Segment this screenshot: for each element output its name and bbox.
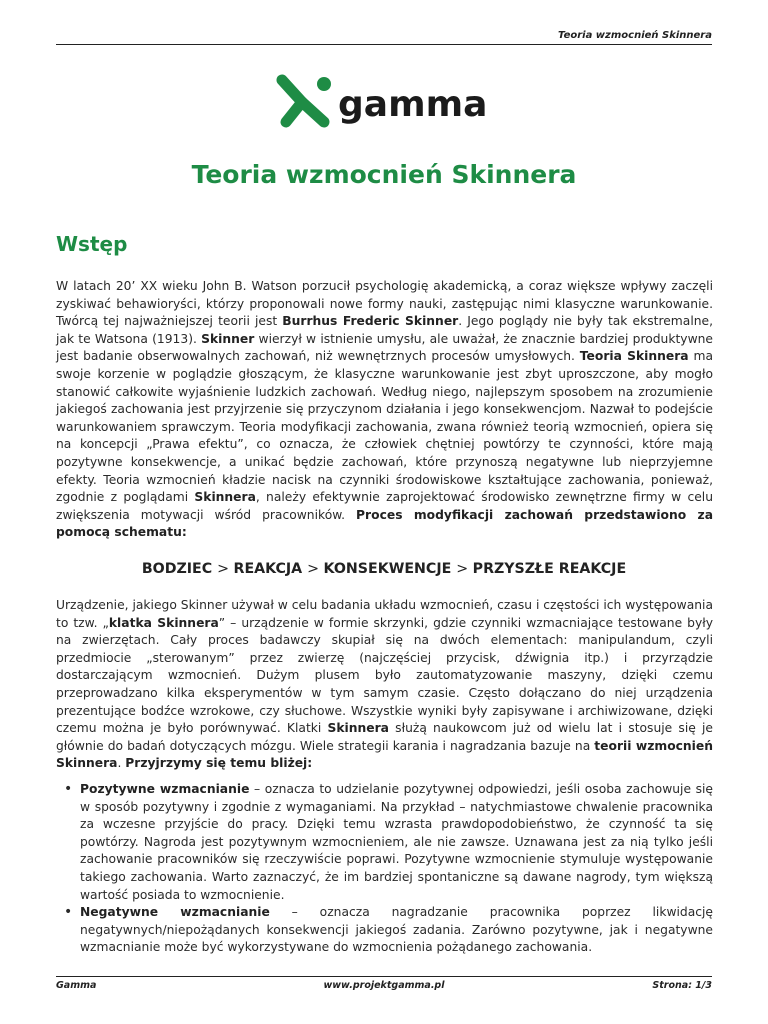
bold-text: teorii wzmocnień Skinnera [56,738,713,771]
skinner-box-paragraph: Urządzenie, jakiego Skinner używał w celu badania układu wzmocnień, czasu i częstości ich występowania to tzw. „klatka Skinnera” – urządzenie w formie skrzynki, gdzie czynniki wzmacniające testowane były na zwierzętach. Cały proces badawczy skupiał się na dwóch elementach: manipulandum, czyli przedmiocie „sterowanym” przez zwierzę (najczęściej przycisk, dźwignia itp.) i przyrządzie dostarczającym wzmocnień. Dużym plusem było zautomatyzowanie maszyny, dzięki czemu przeprowadzano kilka eksperymentów w tym samym czasie. Często dołączano do niej urządzenia prezentujące bodźce wzrokowe, czy słuchowe. Wszystkie wyniki były zapisywane i archiwizowane, dzięki czemu można je było porównywać. Klatki Skinnera służą naukowcom już od wielu lat i stosuje się je głównie do badań dotyczących mózgu. Wiele strategii karania i nagradzania bazuje na teorii wzmocnień Skinnera. Przyjrzymy się temu bliżej: [56,598,714,771]
bold-text: Burrhus Frederic Skinner [282,314,459,329]
bold-text: Skinner [201,331,255,346]
bold-text: Proces modyfikacji zachowań przedstawiono za pomocą schematu: [56,507,713,540]
footer-company: Gamma [56,980,97,991]
schema-step: REAKCJA [233,561,303,577]
reinforcement-list [56,781,713,957]
bold-text: Teoria Skinnera [579,349,689,364]
logo-wordmark: gamma [338,83,488,125]
header-rule [56,44,712,45]
bold-text: klatka Skinnera [108,615,219,630]
bold-text: Skinnera [327,721,389,736]
bold-text: Skinnera [194,490,256,505]
process-schema [0,561,768,577]
section-heading: Wstęp [56,232,128,256]
schema-separator: > [307,561,324,577]
document-title: Teoria wzmocnień Skinnera [191,160,577,189]
schema-step: KONSEKWENCJE [323,561,452,577]
footer-rule [56,976,712,977]
gamma-x-logo-icon [272,70,334,132]
list-item: • Negatywne wzmacnianie – oznacza nagradzanie pracownika poprzez likwidację negatywnych/niepożądanych konsekwencji jakiegoś zadania. Zarówno pozytywne, jak i negatywne wzmacnianie może być wykorzystywane do wzmocnienia pożądanego zachowania. [56,904,713,957]
schema-step: PRZYSZŁE REAKCJE [472,561,627,577]
list-item: • Pozytywne wzmacnianie – oznacza to udzielanie pozytywnej odpowiedzi, jeśli osoba zachowuje się w sposób pozytywny i zgodnie z wymaganiami. Na przykład – natychmiastowe chwalenie pracownika za wczesne przyjście do pracy. Dzięki temu wzrasta prawdopodobieństwo, że czynność ta się powtórzy. Nagroda jest pozytywnym wzmocnieniem, ale nie zawsze. Uznawana jest za nią tylko jeśli zachowanie pracowników się rzeczywiście poprawi. Pozytywne wzmocnienie stymuluje występowanie takiego zachowania. Warto zaznaczyć, że im bardziej spontaniczne są dawane nagrody, tym większą wartość posiada to wzmocnienie. [56,781,713,904]
bold-text: Negatywne wzmacnianie [80,905,270,920]
bold-text: Przyjrzymy się temu bliżej: [125,756,313,771]
schema-separator: > [456,561,473,577]
footer-website: www.projektgamma.pl [323,980,445,991]
gamma-logo [272,68,502,134]
schema-step: BODZIEC [141,561,213,577]
bold-text: Pozytywne wzmacnianie [80,782,250,796]
schema-separator: > [217,561,234,577]
header-title: Teoria wzmocnień Skinnera [558,30,712,41]
intro-paragraph: W latach 20’ XX wieku John B. Watson porzucił psychologię akademicką, a coraz większe wpływy zaczęli zyskiwać behawioryści, którzy proponowali nowe formy nauki, zastępując nimi klasyczne warunkowanie. Twórcą tej najważniejszej teorii jest Burrhus Frederic Skinner. Jego poglądy nie były tak ekstremalne, jak te Watsona (1913). Skinner wierzył w istnienie umysłu, ale uważał, że znacznie bardziej produktywne jest badanie obserwowalnych zachowań, niż wewnętrznych procesów umysłowych. Teoria Skinnera ma swoje korzenie w poglądzie głoszącym, że klasyczne warunkowanie jest zbyt uproszczone, aby mogło stanowić całkowite wyjaśnienie ludzkich zachowań. Według niego, najlepszym sposobem na zrozumienie jakiegoś zachowania jest przyjrzenie się przyczynom działania i jego konsekwencjom. Nazwał to podejście warunkowaniem sprawczym. Teoria modyfikacji zachowania, zwana również teorią wzmocnień, opiera się na koncepcji „Prawa efektu”, co oznacza, że człowiek chętniej powtórzy te czynności, które mają pozytywne konsekwencje, a unikać będzie zachowań, które przynoszą negatywne lub nieprzyjemne efekty. Teoria wzmocnień kładzie nacisk na czynniki środowiskowe kształtujące zachowania, ponieważ, zgodnie z poglądami Skinnera, należy efektywnie zaprojektować środowisko zewnętrzne firmy w celu zwiększenia motywacji wśród pracowników. Proces modyfikacji zachowań przedstawiono za pomocą schematu: [56,279,713,540]
footer-page-number: Strona: 1/3 [652,980,712,991]
